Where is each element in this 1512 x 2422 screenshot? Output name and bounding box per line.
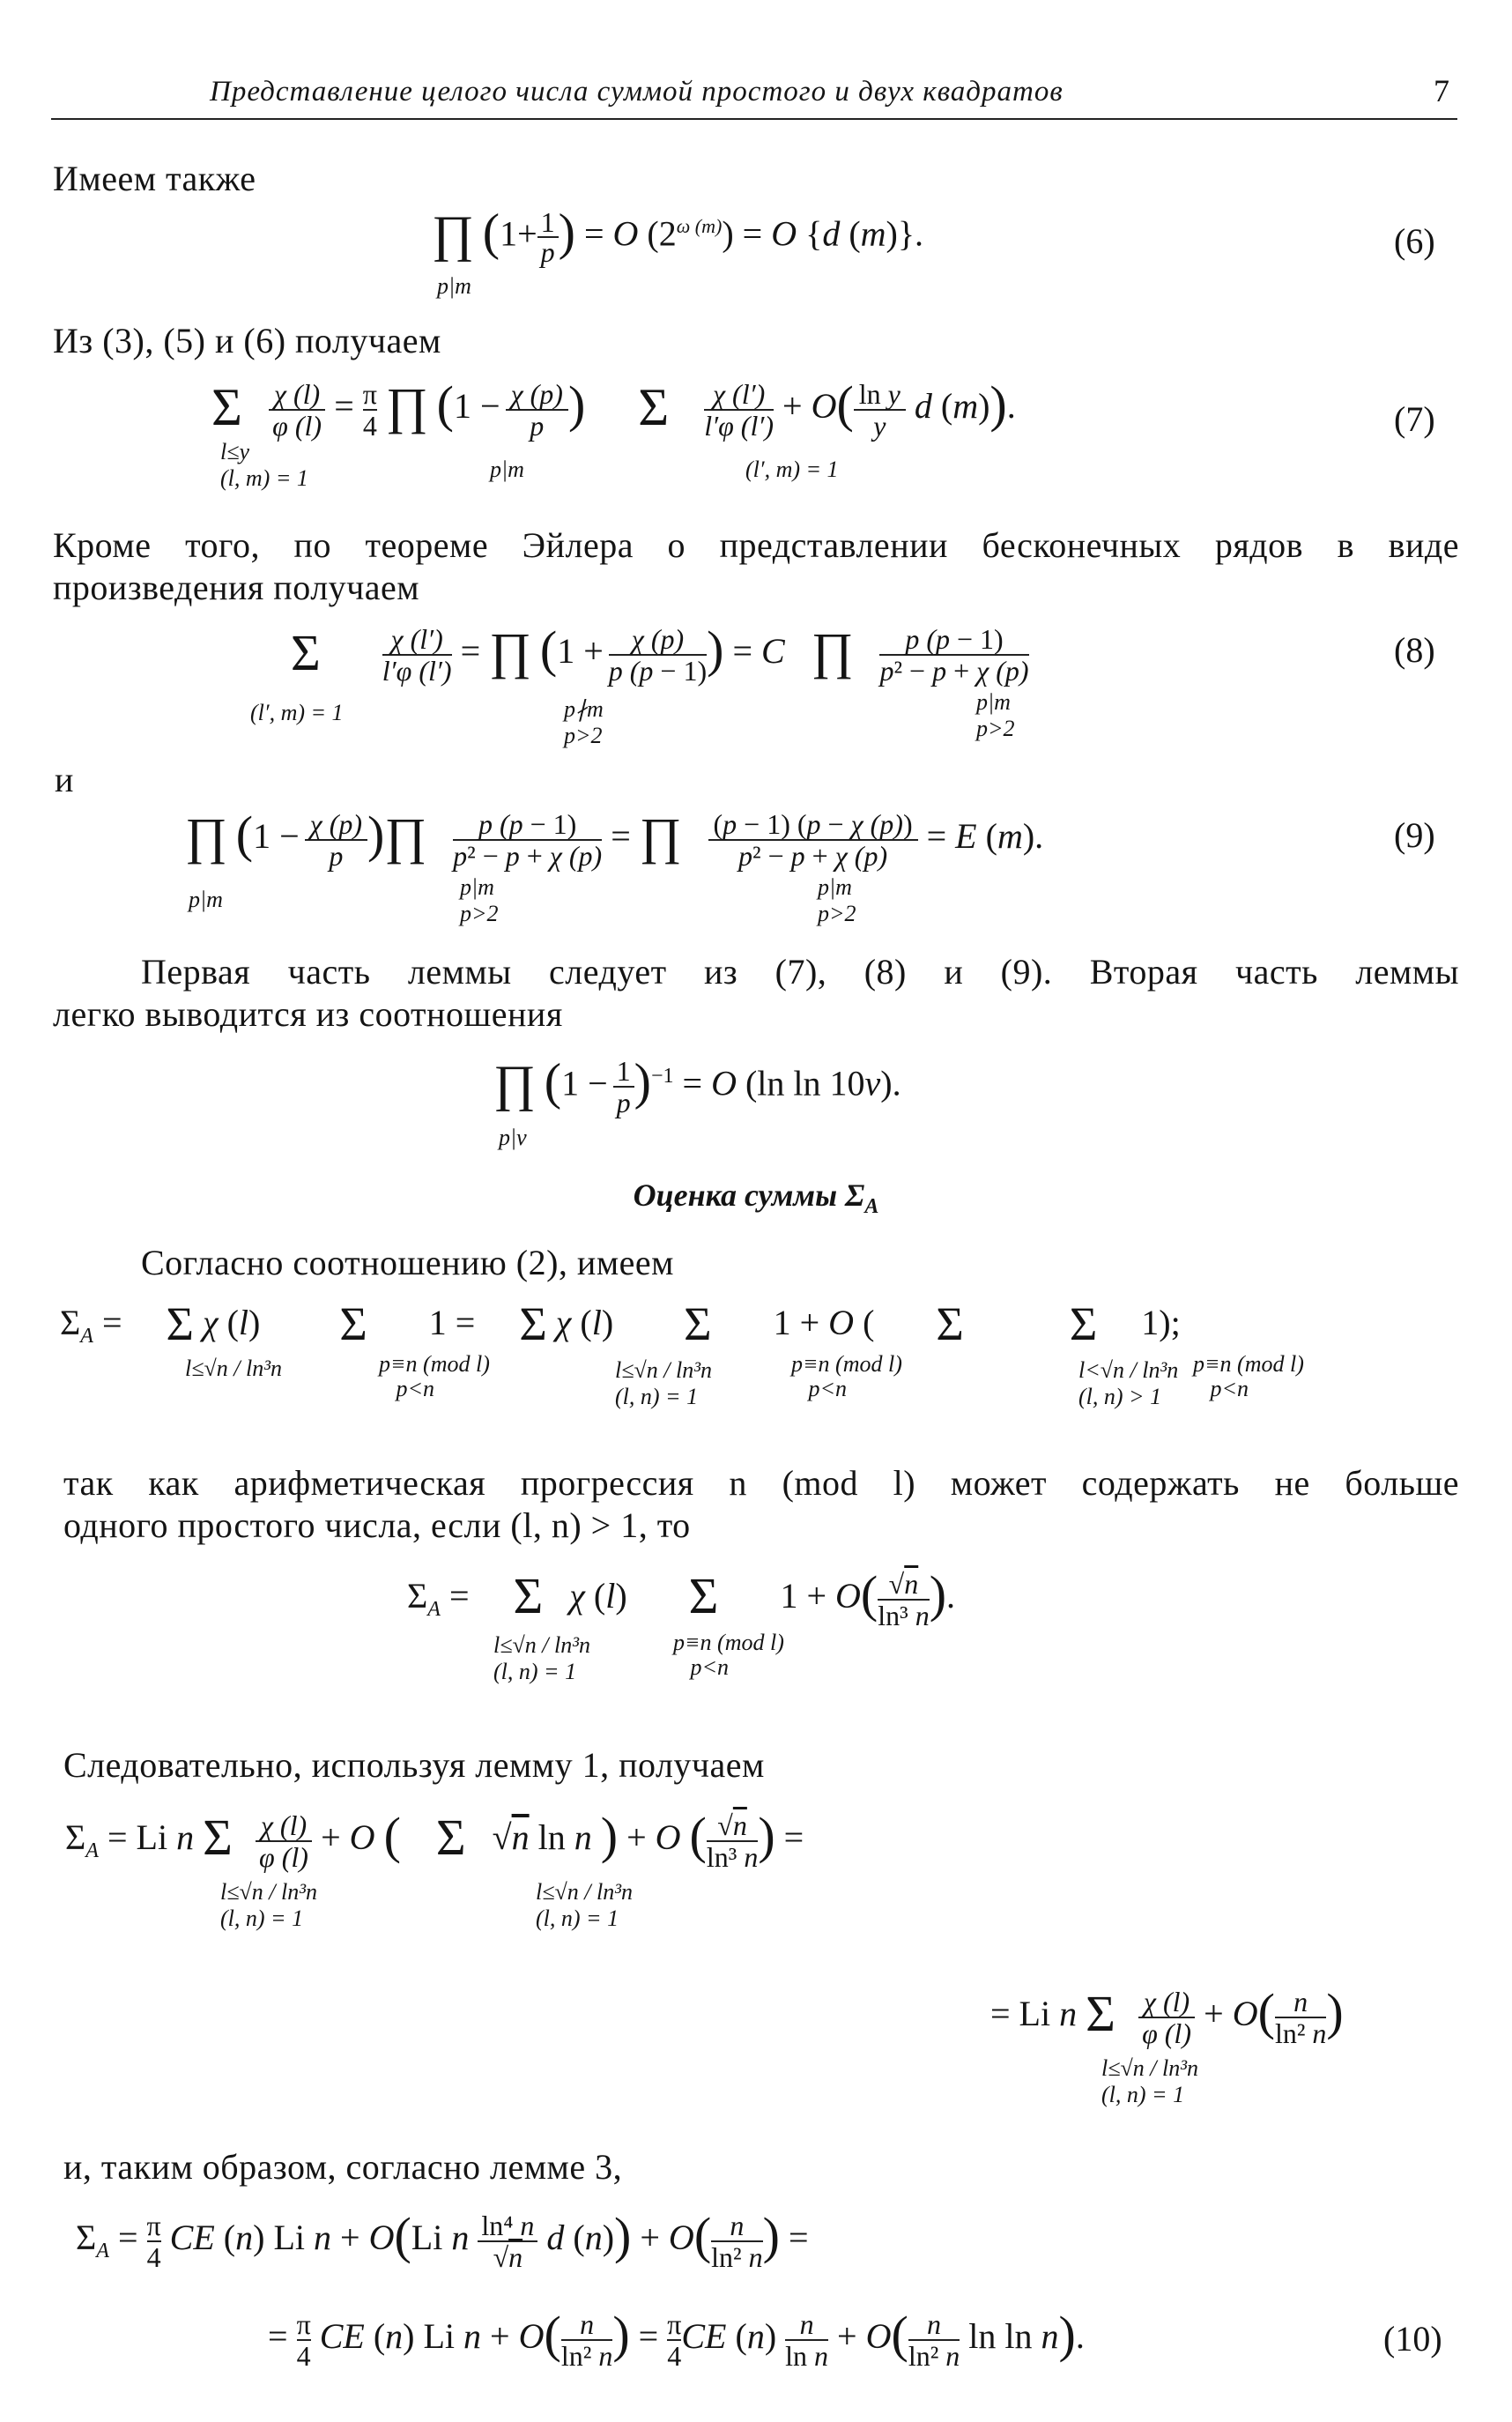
equation-sa3-sub1: l≤√n / ln³n (l, n) = 1: [220, 1879, 318, 1931]
equation-sa2-sub1: l≤√n / ln³n (l, n) = 1: [493, 1632, 591, 1684]
paragraph-p4: и: [55, 760, 74, 799]
equation-number-8: (8): [1394, 630, 1435, 670]
paragraph-p8: Следовательно, используя лемму 1, получаем: [63, 1745, 765, 1785]
equation-sa1: $\Sigma_A = \Sigma$ χ (l) Σ 1 = Σ χ (l) Σ 1 + O ( Σ Σ 1);: [60, 1297, 1181, 1350]
paragraph-p9: и, таким образом, согласно лемме 3,: [63, 2147, 623, 2187]
equation-sa1-sub2: p≡n (mod l) p<n: [379, 1351, 490, 1401]
equation-7: Σ $\frac{\chi (l)}{\varphi (l)}$ = π 4 ∏ (1 − $\frac{\chi (p)}{p}$) Σ $\frac{\chi (l')}{l'\varphi (l')} + O$( $\frac{\text{ln y}}{y}$ d (m)).: [211, 375, 1016, 442]
equation-6-subscript: p|m: [437, 273, 471, 299]
equation-sa1-sub6: p≡n (mod l) p<n: [1193, 1351, 1304, 1401]
equation-lnln: ∏ (1 − $\frac{1}{p})^{-1} = O$ (ln ln 10ν).: [493, 1052, 901, 1119]
equation-sa2: $\Sigma_A = \Sigma$ χ (l) Σ 1 + O( √n ln³ n).: [407, 1565, 956, 1631]
equation-9-sub3: p|m p>2: [818, 874, 856, 926]
equation-number-9: (9): [1394, 815, 1435, 855]
equation-number-6: (6): [1394, 221, 1435, 261]
paragraph-p7-line1: так как арифметическая прогрессия n (mod l) может содержать не больше: [63, 1463, 1459, 1503]
equation-sa4: = Li n Σ $\frac{\chi (l)}{\varphi (l)} + O$( n ln² n): [990, 1983, 1344, 2049]
equation-8: Σ $\frac{\chi (l')}{l'\varphi (l')}$ = ∏ (1 + χ (p) p (p − 1)) = C ∏ p (p − 1) p² − p + χ (p): [291, 620, 1029, 687]
equation-number-7: (7): [1394, 399, 1435, 439]
equation-6: ∏ (1+ $\frac{1}{p}) = O$ $(2^{\omega (m)}) = O$ {d (m)}.: [432, 203, 924, 269]
equation-8-sub2: p∤m p>2: [564, 696, 604, 748]
equation-sa4-sub1: l≤√n / ln³n (l, n) = 1: [1101, 2055, 1199, 2107]
equation-7-sub1: l≤y (l, m) = 1: [220, 439, 308, 491]
paragraph-p6: Согласно соотношению (2), имеем: [141, 1243, 674, 1282]
equation-sa3-sub2: l≤√n / ln³n (l, n) = 1: [536, 1879, 634, 1931]
equation-lnln-sub: p|ν: [499, 1125, 527, 1150]
equation-10b: = π 4 CE (n) Li n + O( n ln² n) = π 4CE (n) n ln n + O( n ln² n ln ln n).: [268, 2306, 1085, 2372]
paragraph-p3-line1: Кроме того, по теореме Эйлера о представлении бесконечных рядов в виде: [53, 525, 1459, 565]
equation-number-10: (10): [1383, 2319, 1442, 2359]
equation-7-sub3: (l′, m) = 1: [745, 457, 839, 482]
equation-8-sub1: (l′, m) = 1: [250, 700, 344, 725]
paragraph-p3-line2: произведения получаем: [53, 568, 420, 607]
paragraph-p2: Из (3), (5) и (6) получаем: [53, 321, 441, 360]
running-header: [51, 72, 1457, 120]
equation-9: ∏ (1 − $\frac{\chi (p)}{p})\prod$ p (p − 1) p² − p + χ (p) = ∏ (p − 1) (p − χ (p)) p² − p + χ (p) = E (m).: [185, 806, 1044, 872]
equation-sa1-sub4: p≡n (mod l) p<n: [791, 1351, 902, 1401]
equation-sa1-sub5: l<√n / ln³n (l, n) > 1: [1078, 1357, 1179, 1409]
equation-10a: $\Sigma_A$ = π 4 CE (n) Li n + O(Li n ln⁴ n √n d (n)) + O( n ln² n) =: [76, 2207, 809, 2273]
equation-sa2-sub2: p≡n (mod l) p<n: [673, 1630, 784, 1680]
paragraph-p5-line1: Первая часть леммы следует из (7), (8) и (9). Вторая часть леммы: [141, 952, 1459, 992]
paragraph-p1: Имеем также: [53, 159, 256, 198]
page-number: 7: [1434, 73, 1450, 108]
equation-9-sub1: p|m: [189, 887, 223, 912]
paragraph-p5-line2: легко выводится из соотношения: [53, 994, 563, 1034]
section-heading: Оценка суммы $\Sigma_A$: [633, 1178, 879, 1219]
equation-sa3: $\Sigma_A = Li$ n Σ $\frac{\chi (l)}{\varphi (l)} + O$ ( Σ √n ln n ) + O ( √n ln³ n) =: [65, 1807, 804, 1873]
equation-8-sub3: p|m p>2: [976, 689, 1015, 741]
paragraph-p7-line2: одного простого числа, если (l, n) > 1, то: [63, 1505, 691, 1545]
header-title: Представление целого числа суммой простого и двух квадратов: [210, 76, 1064, 108]
equation-sa1-sub3: l≤√n / ln³n (l, n) = 1: [615, 1357, 713, 1409]
equation-sa1-sub1: l≤√n / ln³n: [185, 1356, 283, 1381]
equation-7-sub2: p|m: [490, 457, 524, 482]
equation-9-sub2: p|m p>2: [460, 874, 499, 926]
